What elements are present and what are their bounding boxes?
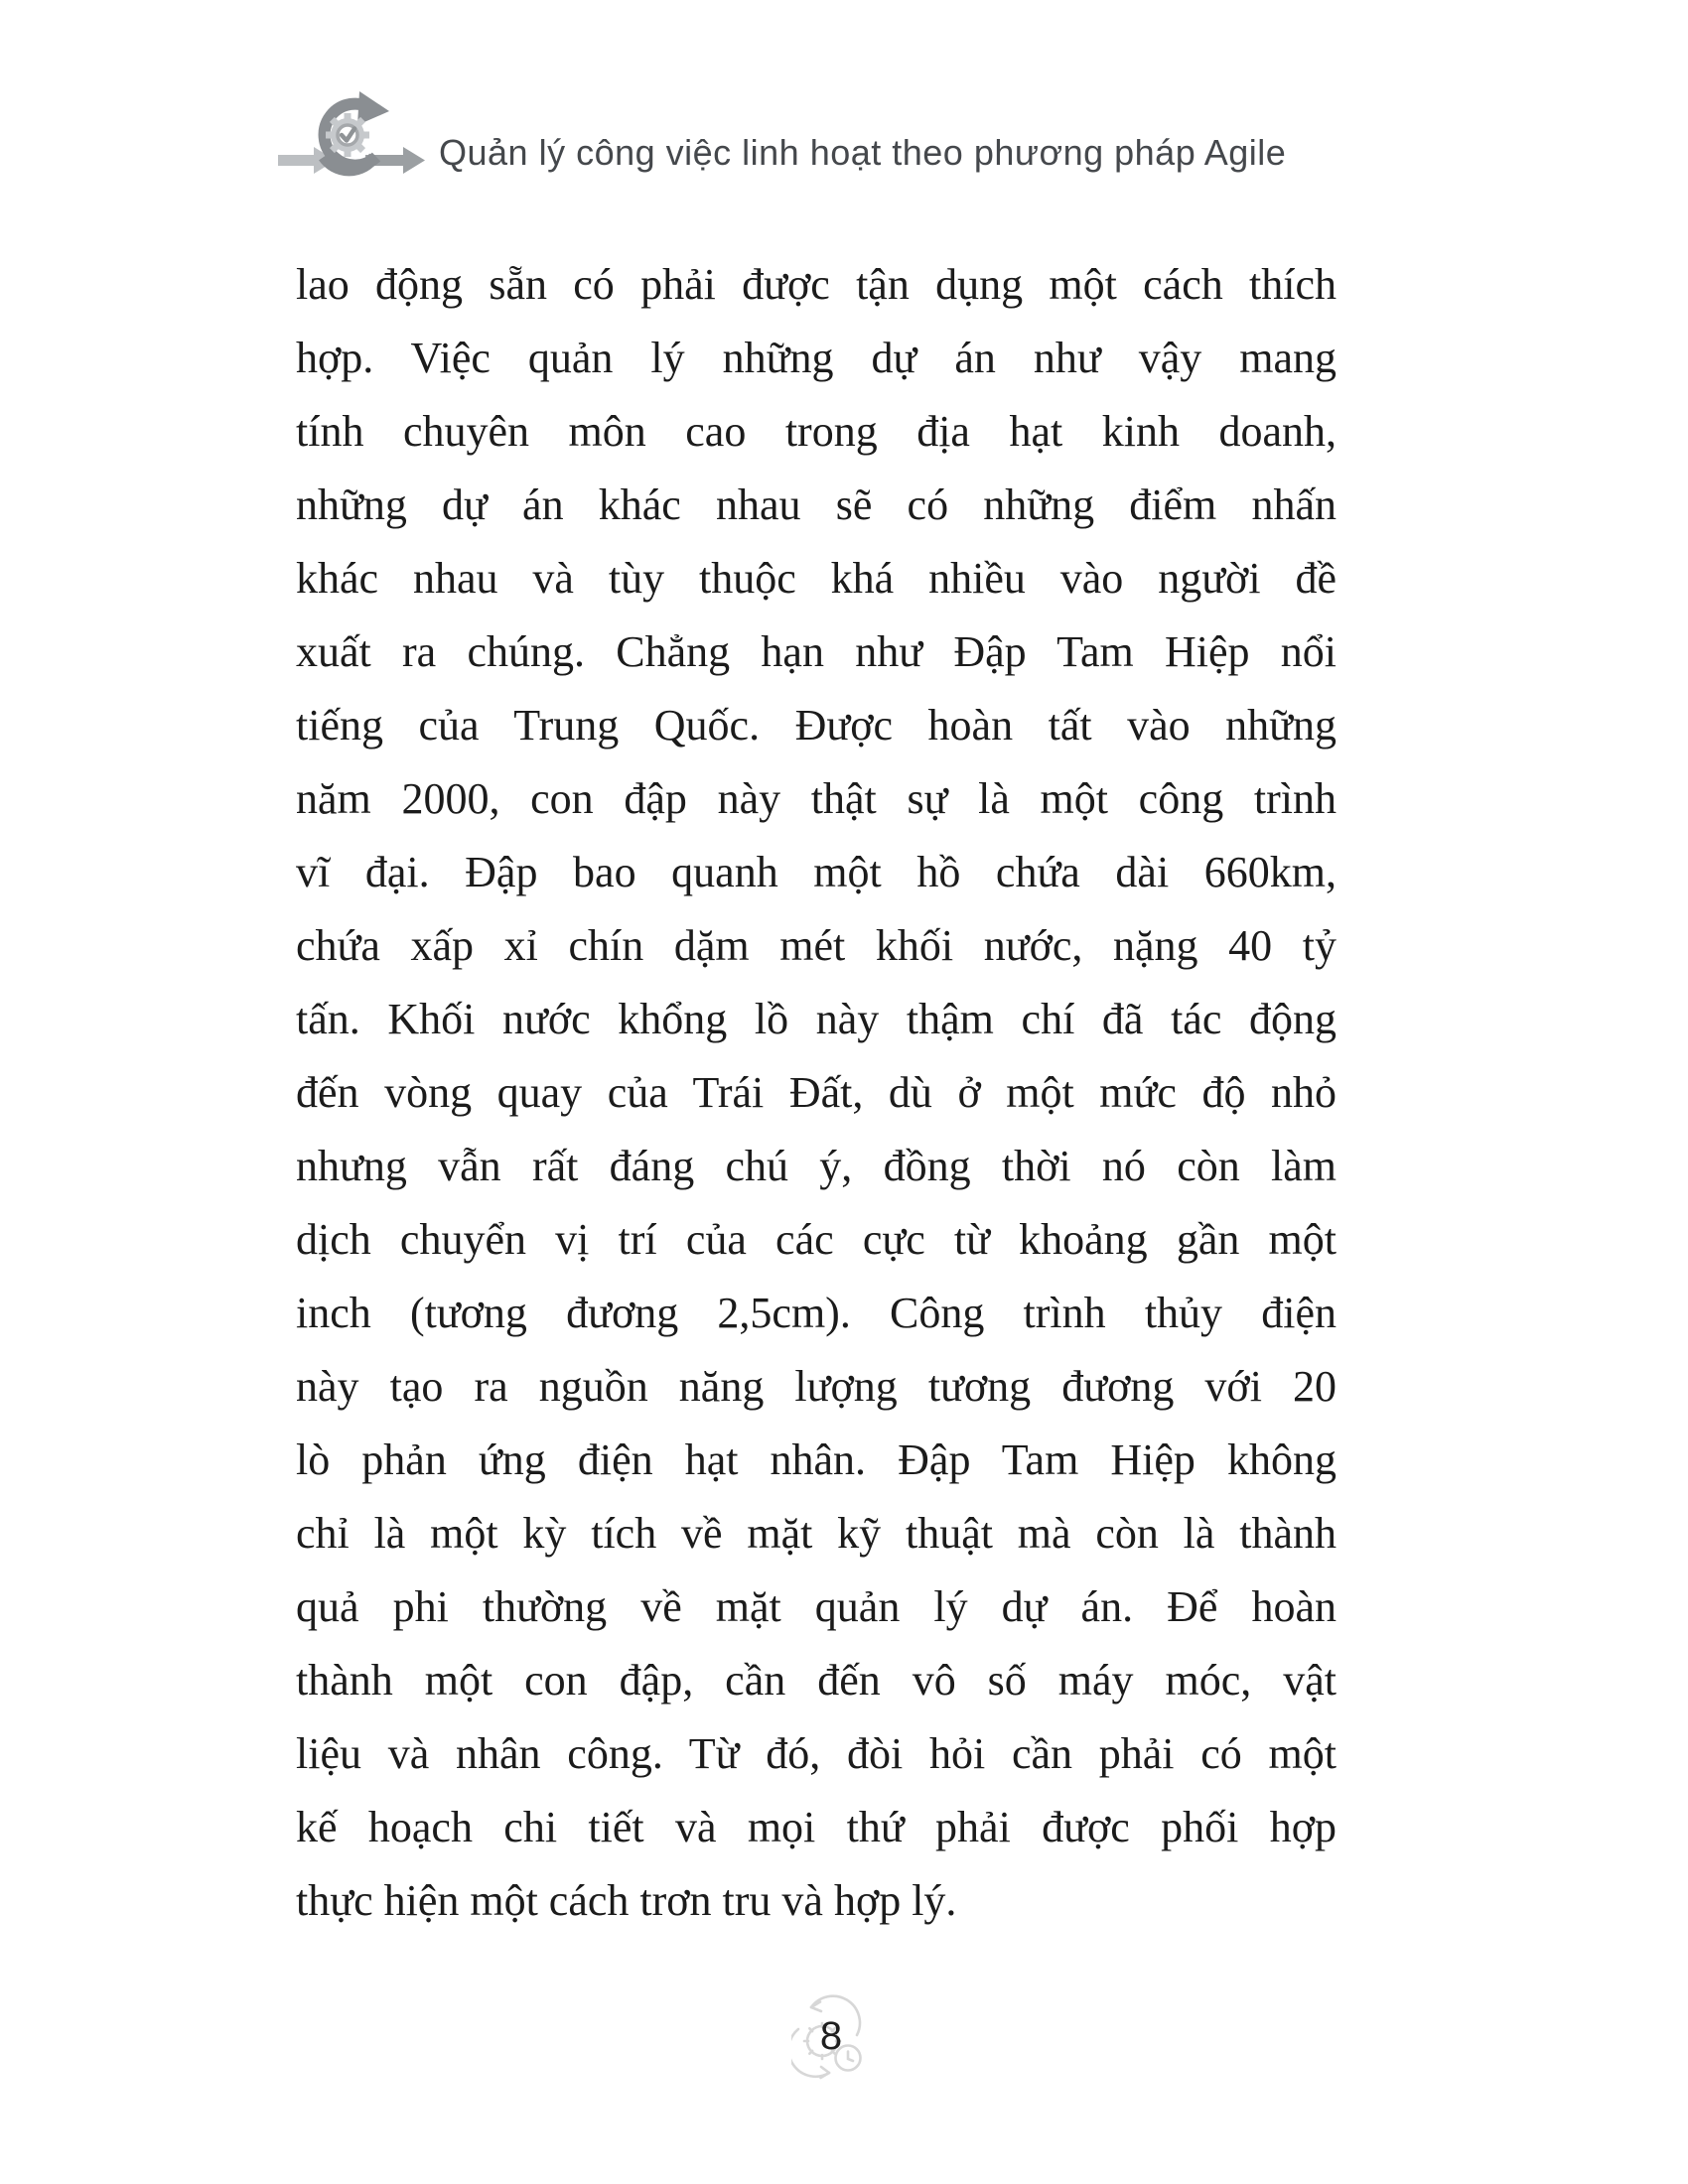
body-paragraph — [296, 248, 1336, 1938]
agile-cycle-icon — [276, 85, 425, 185]
text-line: vĩ đại. Đập bao quanh một hồ chứa dài 660km, — [296, 848, 1336, 896]
text-line: quả phi thường về mặt quản lý dự án. Để hoàn — [296, 1582, 1336, 1631]
text-line: nhưng vẫn rất đáng chú ý, đồng thời nó còn làm — [296, 1142, 1336, 1190]
text-line: này tạo ra nguồn năng lượng tương đương với 20 — [296, 1362, 1336, 1411]
page-header — [0, 0, 1688, 199]
text-line: liệu và nhân công. Từ đó, đòi hỏi cần phải có một — [296, 1729, 1336, 1778]
text-line: năm 2000, con đập này thật sự là một công trình — [296, 774, 1336, 823]
text-line: chỉ là một kỳ tích về mặt kỹ thuật mà còn là thành — [296, 1509, 1336, 1558]
text-line: tính chuyên môn cao trong địa hạt kinh doanh, — [296, 407, 1336, 456]
text-line: hợp. Việc quản lý những dự án như vậy mang — [296, 334, 1336, 382]
text-line: tấn. Khối nước khổng lồ này thậm chí đã tác động — [296, 995, 1336, 1043]
text-line: kế hoạch chi tiết và mọi thứ phải được phối hợp — [296, 1803, 1336, 1851]
running-title: Quản lý công việc linh hoạt theo phương pháp Agile — [439, 132, 1287, 173]
text-line: tiếng của Trung Quốc. Được hoàn tất vào những — [296, 701, 1336, 750]
text-line: chứa xấp xỉ chín dặm mét khối nước, nặng 40 tỷ — [296, 921, 1336, 970]
page-footer — [0, 1976, 1688, 2105]
text-line: khác nhau và tùy thuộc khá nhiều vào người đề — [296, 554, 1336, 603]
checkmark-shape — [338, 125, 357, 145]
page-number: 8 — [819, 2014, 843, 2058]
text-line: inch (tương đương 2,5cm). Công trình thủy điện — [296, 1289, 1336, 1337]
text-line: thành một con đập, cần đến vô số máy móc, vật — [296, 1656, 1336, 1705]
text-line: dịch chuyển vị trí của các cực từ khoảng gần một — [296, 1215, 1336, 1264]
text-line: thực hiện một cách trơn tru và hợp lý. — [296, 1876, 957, 1925]
text-line: xuất ra chúng. Chẳng hạn như Đập Tam Hiệp nổi — [296, 627, 1336, 676]
text-line: lao động sẵn có phải được tận dụng một cách thích — [296, 260, 1336, 309]
text-line: những dự án khác nhau sẽ có những điểm nhấn — [296, 480, 1336, 529]
text-line: đến vòng quay của Trái Đất, dù ở một mức độ nhỏ — [296, 1068, 1336, 1117]
text-line: lò phản ứng điện hạt nhân. Đập Tam Hiệp không — [296, 1435, 1336, 1484]
